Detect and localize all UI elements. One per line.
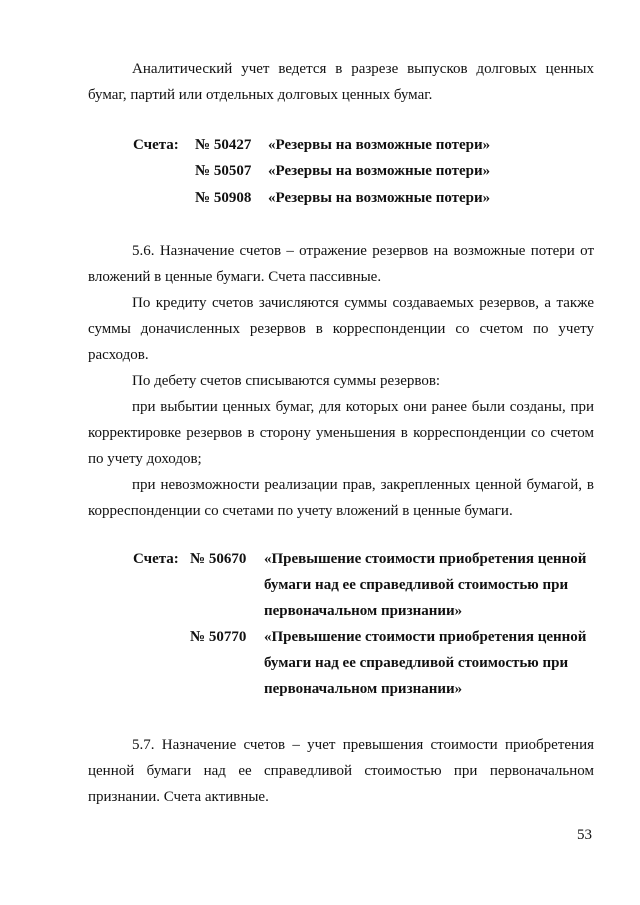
account-number: № 50670 [190,551,247,567]
account-name-line: «Превышение стоимости приобретения ценной [264,551,587,567]
section-5-6-paragraph-2: По кредиту счетов зачисляются суммы создаваемых резервов, а также суммы доначисленных резервов в корреспонденции со счетом по учету расходов. [88,295,594,363]
account-name: «Резервы на возможные потери» [268,163,491,179]
section-5-6-paragraph-3: По дебету счетов списываются суммы резервов: [132,373,441,389]
page-number: 53 [577,827,592,843]
accounts-label: Счета: [133,551,179,567]
account-number: № 50908 [195,190,252,206]
accounts-label: Счета: [133,137,179,153]
account-name-line: «Превышение стоимости приобретения ценной [264,629,587,645]
section-5-7 [88,732,594,810]
account-name-line: бумаги над ее справедливой стоимостью при [264,655,569,671]
section-5-6 [88,238,594,524]
intro-block [88,56,594,108]
intro-paragraph: Аналитический учет ведется в разрезе выпусков долговых ценных бумаг, партий или отдельных долговых ценных бумаг. [88,61,594,103]
account-name: «Резервы на возможные потери» [268,137,491,153]
account-name [264,624,604,702]
account-name-line: первоначальном признании» [264,681,463,697]
account-number: № 50507 [195,163,252,179]
account-name: «Резервы на возможные потери» [268,190,491,206]
section-5-6-paragraph-1: 5.6. Назначение счетов – отражение резервов на возможные потери от вложений в ценные бумаги. Счета пассивные. [88,243,594,285]
section-5-6-paragraph-5: при невозможности реализации прав, закрепленных ценной бумагой, в корреспонденции со счетами по учету вложений в ценные бумаги. [88,477,594,519]
account-name-line: первоначальном признании» [264,603,463,619]
account-number: № 50770 [190,629,247,645]
section-5-7-paragraph-1: 5.7. Назначение счетов – учет превышения стоимости приобретения ценной бумаги над ее справедливой стоимостью при первоначальном признании. Счета активные. [88,737,594,805]
account-name [264,546,604,624]
account-name-line: бумаги над ее справедливой стоимостью при [264,577,569,593]
account-number: № 50427 [195,137,252,153]
section-5-6-paragraph-4: при выбытии ценных бумаг, для которых они ранее были созданы, при корректировке резервов в сторону уменьшения в корреспонденции со счетом по учету доходов; [88,399,594,467]
